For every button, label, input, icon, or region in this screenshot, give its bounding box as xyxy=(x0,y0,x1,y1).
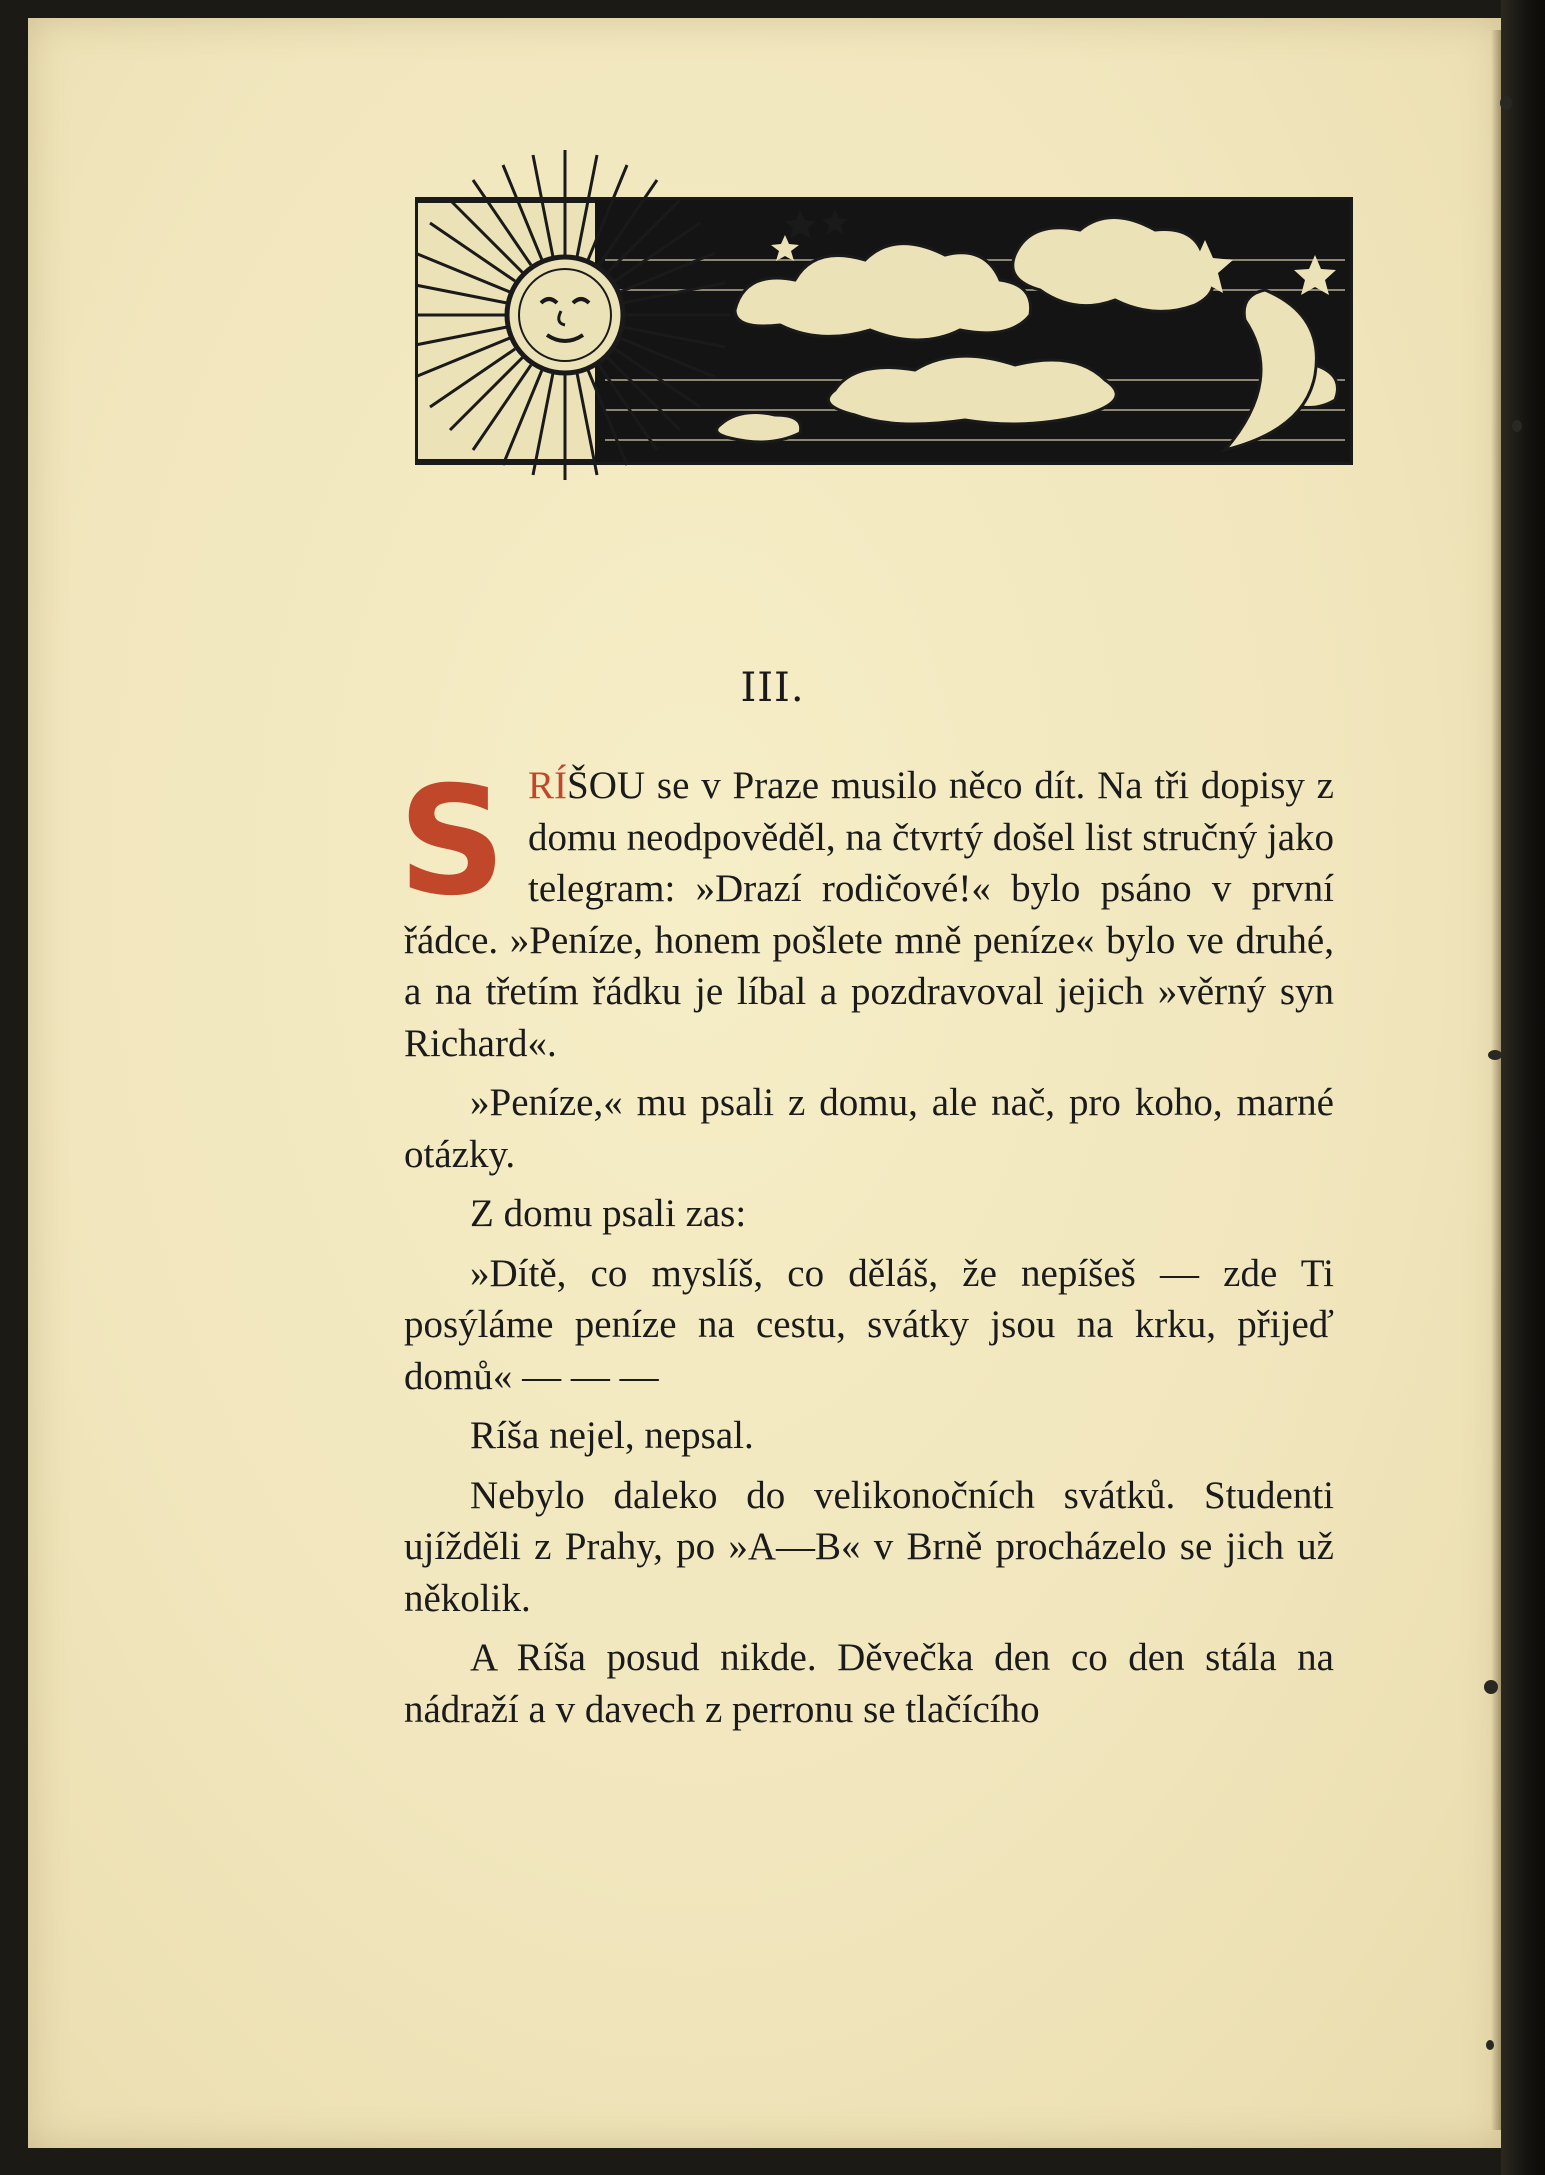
ink-speck xyxy=(1484,1680,1498,1694)
chapter-number: III. xyxy=(740,665,805,711)
page-edge-shadow xyxy=(1491,30,1501,2130)
ink-speck xyxy=(1486,2040,1494,2050)
paragraph: »Peníze,« mu psali z domu, ale nač, pro koho, marné otázky. xyxy=(404,1081,1334,1176)
header-vignette xyxy=(415,140,1355,480)
paragraph-text: se v Praze musilo něco dít. Na tři dopisy z domu neodpověděl, na čtvrtý došel list stručný jako telegram: »Drazí rodičové!« bylo psáno v první řádce. »Peníze, honem pošlete mně peníze« bylo ve druhé, a na třetím řádku je líbal a pozdravoval jejich »věrný syn Richard«. xyxy=(404,764,1334,1065)
ink-speck xyxy=(1488,1050,1502,1060)
book-spine xyxy=(1501,0,1545,2175)
paragraph: Z domu psali zas: xyxy=(470,1192,747,1235)
ink-speck xyxy=(1512,420,1522,432)
paragraph: Ríša nejel, nepsal. xyxy=(470,1414,754,1457)
ink-speck xyxy=(1500,96,1512,110)
paragraph: A Ríša posud nikde. Děvečka den co den stála na nádraží a v davech z perronu se tlačícího xyxy=(404,1636,1334,1731)
cloud-icon xyxy=(717,413,801,442)
paragraph: Nebylo daleko do velikonočních svátků. Studenti ujížděli z Prahy, po »A—B« v Brně procházelo se jich už několik. xyxy=(404,1473,1334,1620)
paragraph: »Dítě, co myslíš, co děláš, že nepíšeš — zde Ti posýláme peníze na cestu, svátky jsou na krku, přijeď domů« — — — xyxy=(404,1251,1334,1398)
body-text xyxy=(398,755,1334,1743)
first-word-rest: ŠOU xyxy=(567,764,646,807)
first-word-red: RÍ xyxy=(528,764,568,807)
drop-cap: S xyxy=(398,755,507,929)
paragraph xyxy=(398,755,1334,1069)
